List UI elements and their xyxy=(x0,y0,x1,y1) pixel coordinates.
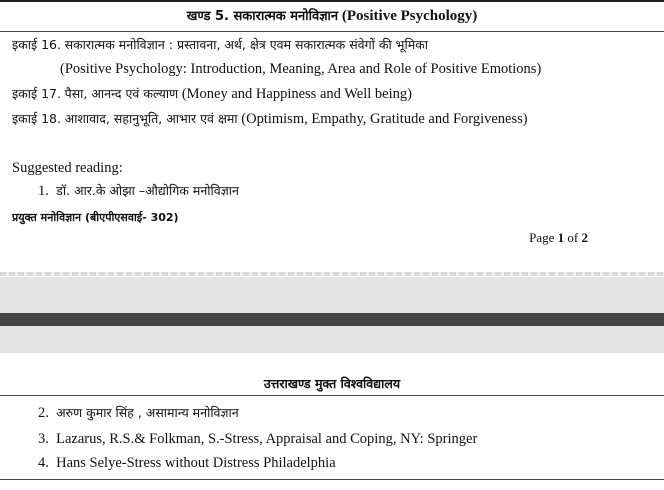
bottom-rule xyxy=(0,479,664,480)
page-of: of xyxy=(567,230,579,245)
page-total: 2 xyxy=(581,230,588,245)
reading-1-text: डॉ. आर.के ओझा –औद्योगिक मनोविज्ञान xyxy=(56,183,239,198)
page-number xyxy=(529,230,588,246)
unit-16-line xyxy=(12,35,428,55)
unit-17-line xyxy=(12,84,412,104)
reading-item-2 xyxy=(38,403,239,423)
reading-2-number: 2. xyxy=(38,405,49,421)
page-1-bottom-edge xyxy=(0,272,664,276)
unit-16-label: इकाई 16. xyxy=(12,37,61,52)
unit-18-label: इकाई 18. xyxy=(12,111,61,126)
page-label: Page xyxy=(529,230,555,245)
reading-item-1 xyxy=(38,181,239,201)
document-page-2 xyxy=(0,355,664,490)
unit-16-hindi: सकारात्मक मनोविज्ञान : प्रस्तावना, अर्थ, क्षेत्र एवम सकारात्मक संवेगों की भूमिका xyxy=(64,37,429,52)
university-header: उत्तराखण्ड मुक्त विश्वविद्यालय xyxy=(263,376,401,391)
unit-17-label: इकाई 17. xyxy=(12,86,61,101)
header-rule xyxy=(0,395,664,396)
section-title-hindi: खण्ड 5. सकारात्मक मनोविज्ञान xyxy=(186,9,339,24)
reading-item-3 xyxy=(38,429,477,449)
reading-item-4 xyxy=(38,453,336,473)
title-underline xyxy=(0,31,664,32)
unit-17-english: (Money and Happiness and Well being) xyxy=(181,86,412,102)
reading-3-text: Lazarus, R.S.& Folkman, S.-Stress, Appraisal and Coping, NY: Springer xyxy=(56,431,478,447)
course-footer: प्रयुक्त मनोविज्ञान (बीएपीएसवाई- 302) xyxy=(12,211,179,224)
page-break-bar xyxy=(0,313,664,326)
unit-18-hindi: आशावाद, सहानुभूति, आभार एवं क्षमा xyxy=(64,111,238,126)
suggested-reading-heading: Suggested reading: xyxy=(12,160,123,176)
top-rule xyxy=(0,0,664,2)
unit-18-line xyxy=(12,109,528,129)
reading-4-text: Hans Selye-Stress without Distress Philadelphia xyxy=(56,455,336,471)
unit-16-english: (Positive Psychology: Introduction, Meaning, Area and Role of Positive Emotions) xyxy=(60,61,542,77)
reading-1-number: 1. xyxy=(38,183,49,199)
reading-2-text: अरुण कुमार सिंह , असामान्य मनोविज्ञान xyxy=(56,405,239,420)
section-title-english: (Positive Psychology) xyxy=(341,8,478,24)
reading-3-number: 3. xyxy=(38,431,49,447)
unit-17-hindi: पैसा, आनन्द एवं कल्याण xyxy=(64,86,179,101)
unit-18-english: (Optimism, Empathy, Gratitude and Forgiveness) xyxy=(241,111,528,127)
page-current: 1 xyxy=(557,230,565,245)
section-title xyxy=(0,6,664,28)
reading-4-number: 4. xyxy=(38,455,49,471)
